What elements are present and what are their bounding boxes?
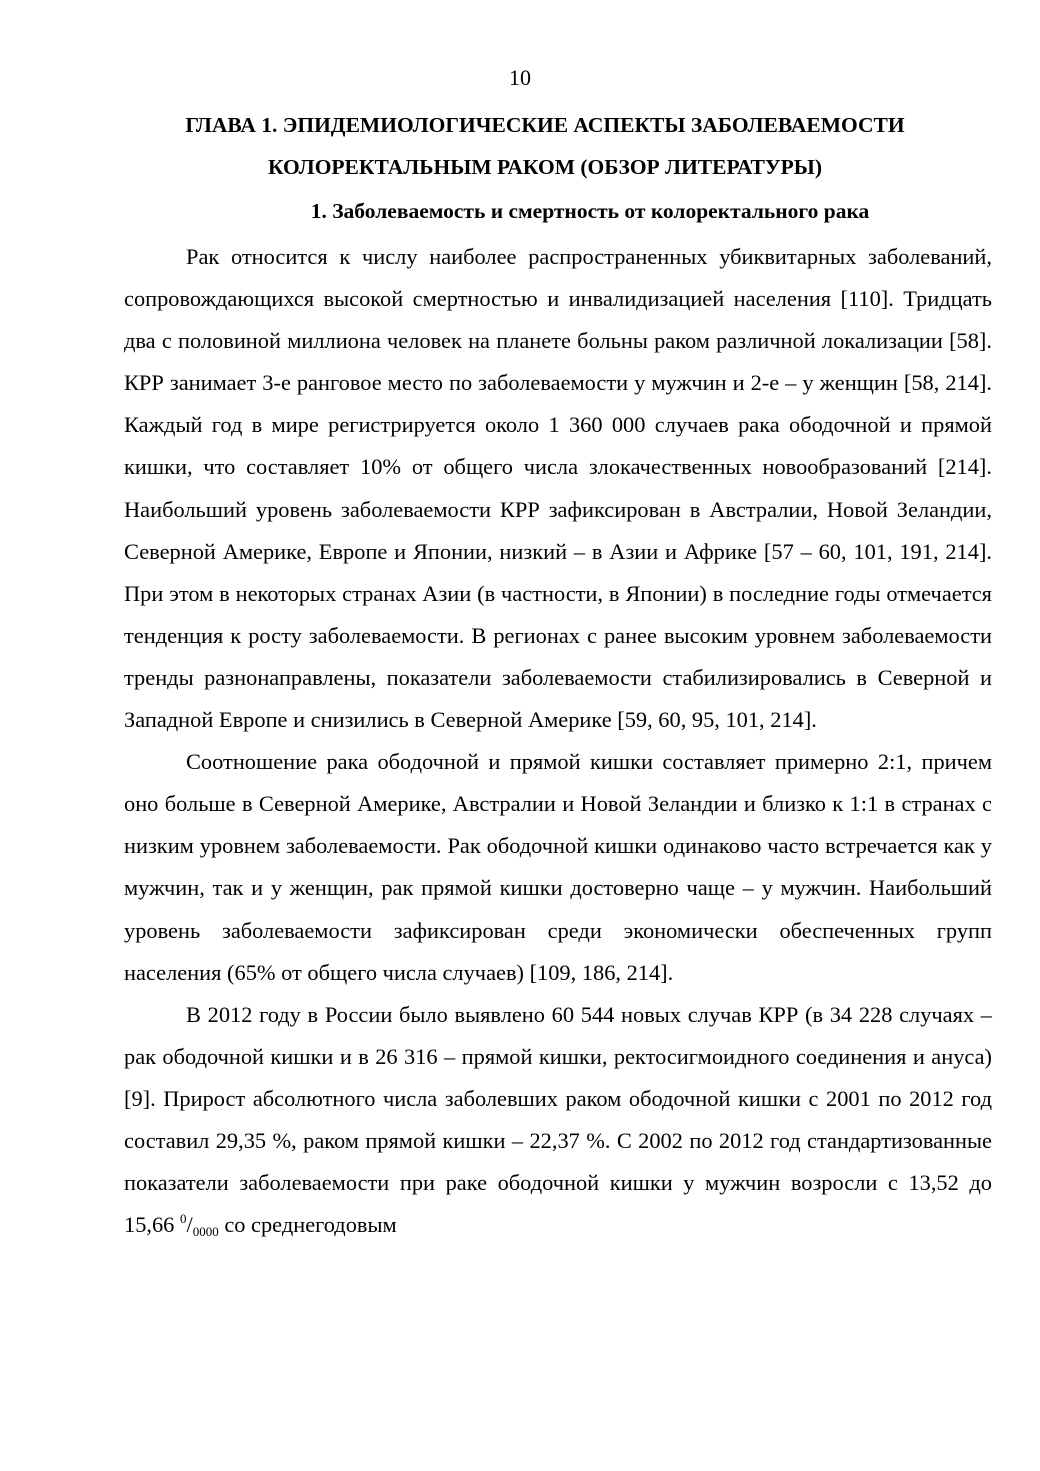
- fraction-denominator: 0000: [192, 1224, 219, 1240]
- page-number: 10: [509, 65, 531, 90]
- paragraph-text-end: со среднегодовым: [218, 1212, 397, 1238]
- per-100000-unit: $^0/_{0000}$: [179, 1211, 219, 1240]
- paragraph: [124, 994, 992, 1247]
- chapter-title: ГЛАВА 1. ЭПИДЕМИОЛОГИЧЕСКИЕ АСПЕКТЫ ЗАБОЛЕВАЕМОСТИ КОЛОРЕКТАЛЬНЫМ РАКОМ (ОБЗОР ЛИТЕРАТУРЫ): [185, 113, 905, 179]
- paragraph-text: В 2012 году в России было выявлено 60 544 новых случав КРР (в 34 228 случаях – рак ободочной кишки и в 26 316 – прямой кишки, ректосигмоидного соединения и ануса) [9]. Прирост абсолютного числа заболевших раком ободочной кишки с 2001 по 2012 год составил 29,35 %, раком прямой кишки – 22,37 %. С 2002 по 2012 год стандартизованные показатели заболеваемости при раке ободочной кишки у мужчин возросли с 13,52 до 15,66: [124, 1001, 992, 1238]
- paragraph: Соотношение рака ободочной и прямой кишки составляет примерно 2:1, причем оно больше в Северной Америке, Австралии и Новой Зеландии и близко к 1:1 в странах с низким уровнем заболеваемости. Рак ободочной кишки одинаково часто встречается как у мужчин, так и у женщин, рак прямой кишки достоверно чаще – у мужчин. Наибольший уровень заболеваемости зафиксирован среди экономически обеспеченных групп населения (65% от общего числа случаев) [109, 186, 214].: [124, 749, 992, 985]
- body-text: [124, 236, 992, 1246]
- paragraph: Рак относится к числу наиболее распространенных убиквитарных заболеваний, сопровождающихся высокой смертностью и инвалидизацией населения [110]. Тридцать два с половиной миллиона человек на планете больны раком различной локализации [58]. КРР занимает 3-е ранговое место по заболеваемости у мужчин и 2-е – у женщин [58, 214]. Каждый год в мире регистрируется около 1 360 000 случаев рака ободочной и прямой кишки, что составляет 10% от общего числа злокачественных новообразований [214]. Наибольший уровень заболеваемости КРР зафиксирован в Австралии, Новой Зеландии, Северной Америке, Европе и Японии, низкий – в Азии и Африке [57 – 60, 101, 191, 214]. При этом в некоторых странах Азии (в частности, в Японии) в последние годы отмечается тенденция к росту заболеваемости. В регионах с ранее высоким уровнем заболеваемости тренды разнонаправлены, показатели заболеваемости стабилизировались в Северной и Западной Европе и снизились в Северной Америке [59, 60, 95, 101, 214].: [124, 244, 992, 733]
- fraction-numerator: 0: [179, 1211, 187, 1227]
- section-title: 1. Заболеваемость и смертность от колоректального рака: [310, 199, 870, 223]
